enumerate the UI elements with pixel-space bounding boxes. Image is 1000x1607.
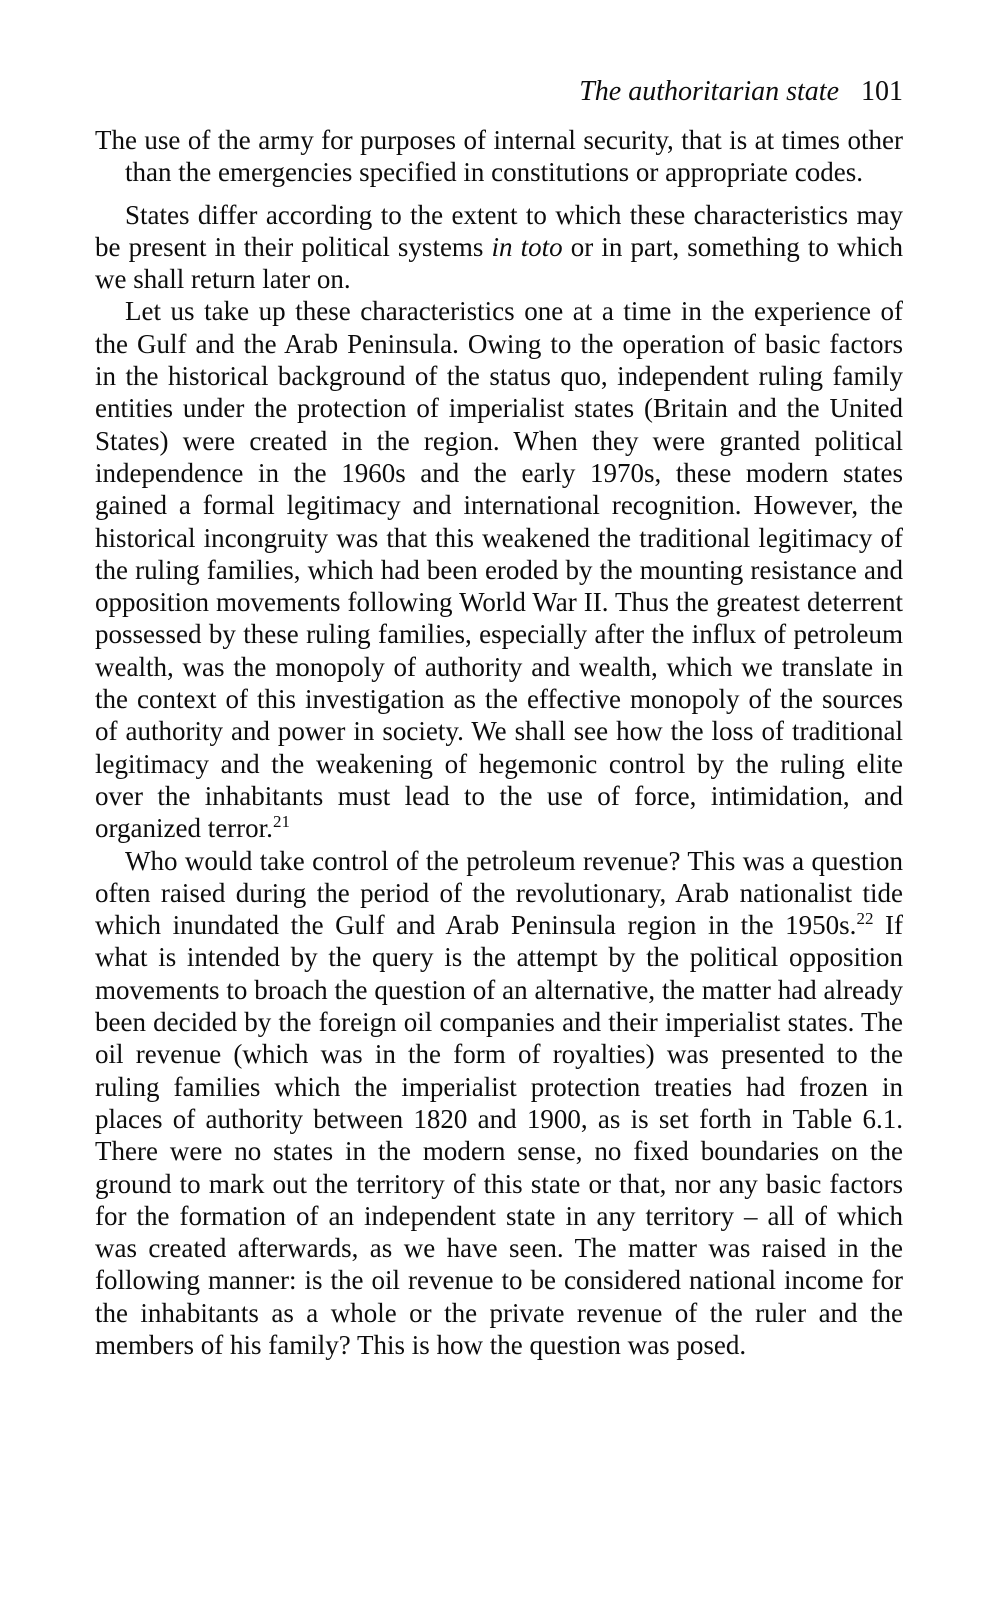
paragraph-text: Who would take control of the petroleum revenue? This was a question often raised during the period of the revolutionary, Arab nationalist tide which inundated the Gulf and Arab Peninsula region in the 1950s. [95, 845, 903, 941]
italic-phrase: in toto [491, 231, 563, 262]
paragraph-text: or in part, something to which we shall return later on. [95, 231, 903, 295]
paragraph-gulf-experience [95, 295, 903, 844]
running-header [95, 74, 903, 110]
footnote-marker: 21 [272, 812, 290, 832]
footnote-marker: 22 [856, 909, 874, 929]
book-page [95, 74, 903, 1361]
list-item-army-use: The use of the army for purposes of internal security, that is at times other than the emergencies specified in constitutions or appropriate codes. [95, 125, 903, 188]
page-number: 101 [861, 76, 903, 107]
paragraph-text: If what is intended by the query is the attempt by the political opposition movements to broach the question of an alternative, the matter had already been decided by the foreign oil companies and their imperialist states. The oil revenue (which was in the form of royalties) was presented to the ruling families which the imperialist protection treaties had frozen in places of authority between 1820 and 1900, as is set forth in Table 6.1. There were no states in the modern sense, no fixed boundaries on the ground to mark out the territory of this state or that, nor any basic factors for the formation of an independent state in any territory – all of which was created afterwards, as we have seen. The matter was raised in the following manner: is the oil revenue to be considered national income for the inhabitants as a whole or the private revenue of the ruler and the members of his family? This is how the question was posed. [95, 910, 904, 1360]
paragraph-petroleum-revenue [95, 845, 903, 1362]
paragraph-characteristics [95, 199, 903, 296]
paragraph-text: Let us take up these characteristics one at a time in the experience of the Gulf and the Arab Peninsula. Owing to the operation of basic factors in the historical background of the status quo, independent ruling family entities under the protection of imperialist states (Britain and the United States) were created in the region. When they were granted political independence in the 1960s and the early 1970s, these modern states gained a formal legitimacy and international recognition. However, the historical incongruity was that this weakened the traditional legitimacy of the ruling families, which had been eroded by the mounting resistance and opposition movements following World War II. Thus the greatest deterrent possessed by these ruling families, especially after the influx of petroleum wealth, was the monopoly of authority and wealth, which we translate in the context of this investigation as the effective monopoly of the sources of authority and power in society. We shall see how the loss of traditional legitimacy and the weakening of hegemonic control by the ruling elite over the inhabitants must lead to the use of force, intimidation, and organized terror. [95, 296, 903, 844]
paragraph-text: States differ according to the extent to which these characteristics may be present in their political systems [95, 199, 903, 262]
running-title: The authoritarian state [579, 76, 839, 107]
